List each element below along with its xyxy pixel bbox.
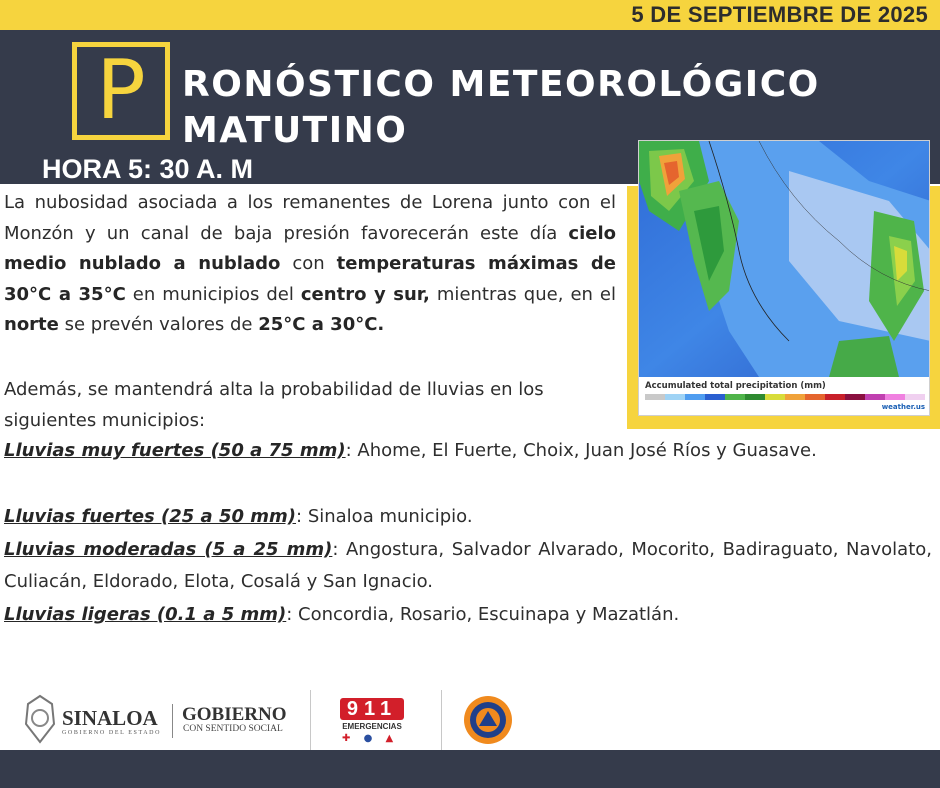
title-line-2: MATUTINO (182, 110, 408, 151)
sinaloa-logo-text: SINALOA (62, 706, 158, 730)
precipitation-map (638, 140, 930, 416)
map-brand: weather.us (881, 403, 925, 411)
paragraph-text-5: se prevén valores de (58, 314, 259, 335)
sinaloa-seal-icon (22, 694, 58, 744)
rain-item-light (4, 599, 932, 631)
logo-strip (0, 690, 940, 750)
rain-label: Lluvias fuertes (25 a 50 mm) (4, 506, 297, 527)
emergency-icons (342, 733, 402, 744)
paragraph-bold-3: centro y sur, (300, 283, 430, 305)
proteccion-civil-logo-icon (462, 694, 514, 746)
logo-911-box (340, 698, 404, 720)
logo-separator (310, 690, 311, 750)
logo-divider (172, 704, 173, 738)
logo-911-subtext: EMERGENCIAS (342, 722, 402, 731)
bottom-bar (0, 750, 940, 788)
paragraph-bold-4: norte (4, 314, 59, 335)
rain-intro: Además, se mantendrá alta la probabilidad de lluvias en los siguientes municipios: (4, 379, 544, 431)
paragraph-text-2: con (280, 253, 337, 274)
paragraph-bold-1: cielo medio nublado a nublado (4, 222, 616, 274)
rain-label: Lluvias muy fuertes (50 a 75 mm) (4, 440, 346, 461)
map-caption: Accumulated total precipitation (mm) (645, 381, 826, 391)
fire-icon: ▲ (385, 733, 394, 744)
date-bar (0, 0, 940, 30)
title-line-1: RONÓSTICO METEOROLÓGICO (182, 64, 820, 105)
cross-icon: ✚ (342, 733, 351, 744)
forecast-time: HORA 5: 30 A. M (42, 154, 254, 184)
rain-item-moderate (4, 534, 932, 598)
paragraph-text-4: mientras que, en el (429, 283, 617, 305)
paragraph-bold-2: temperaturas máximas de 30°C a 35°C (4, 253, 616, 305)
rain-item-very-heavy (4, 435, 932, 467)
logo-911-text: 911 (346, 698, 398, 720)
gobierno-logo-text: GOBIERNO (182, 704, 287, 725)
logo-separator (441, 690, 442, 750)
rain-municipalities: : Angostura, Salvador Alvarado, Mocorito, Badiraguato, Navolato, Culiacán, Eldorado, Elota, Cosalá y San Ignacio. (4, 539, 932, 592)
rain-label: Lluvias ligeras (0.1 a 5 mm) (4, 604, 287, 625)
title-initial: P (96, 43, 146, 138)
rain-municipalities: : Ahome, El Fuerte, Choix, Juan José Ríos y Guasave. (345, 440, 817, 461)
date-text: 5 DE SEPTIEMBRE DE 2025 (631, 2, 928, 27)
forecast-paragraph (4, 188, 616, 341)
paragraph-text-1: La nubosidad asociada a los remanentes de Lorena junto con el Monzón y un canal de baja presión favorecerán este día (4, 192, 616, 244)
gobierno-logo-subtext: CON SENTIDO SOCIAL (183, 724, 283, 734)
precipitation-map-image (639, 141, 930, 377)
paragraph-bold-5: 25°C a 30°C. (258, 314, 385, 335)
rain-municipalities: : Sinaloa municipio. (296, 506, 473, 527)
sinaloa-logo-subtext: GOBIERNO DEL ESTADO (62, 730, 162, 736)
precipitation-color-scale (645, 394, 925, 400)
rain-item-heavy (4, 501, 932, 533)
paragraph-text-3: en municipios del (125, 283, 301, 305)
police-icon: ● (363, 733, 373, 744)
title-initial-box (72, 42, 170, 140)
rain-label: Lluvias moderadas (5 a 25 mm) (4, 539, 333, 560)
rain-municipalities: : Concordia, Rosario, Escuinapa y Mazatlán. (286, 604, 680, 625)
